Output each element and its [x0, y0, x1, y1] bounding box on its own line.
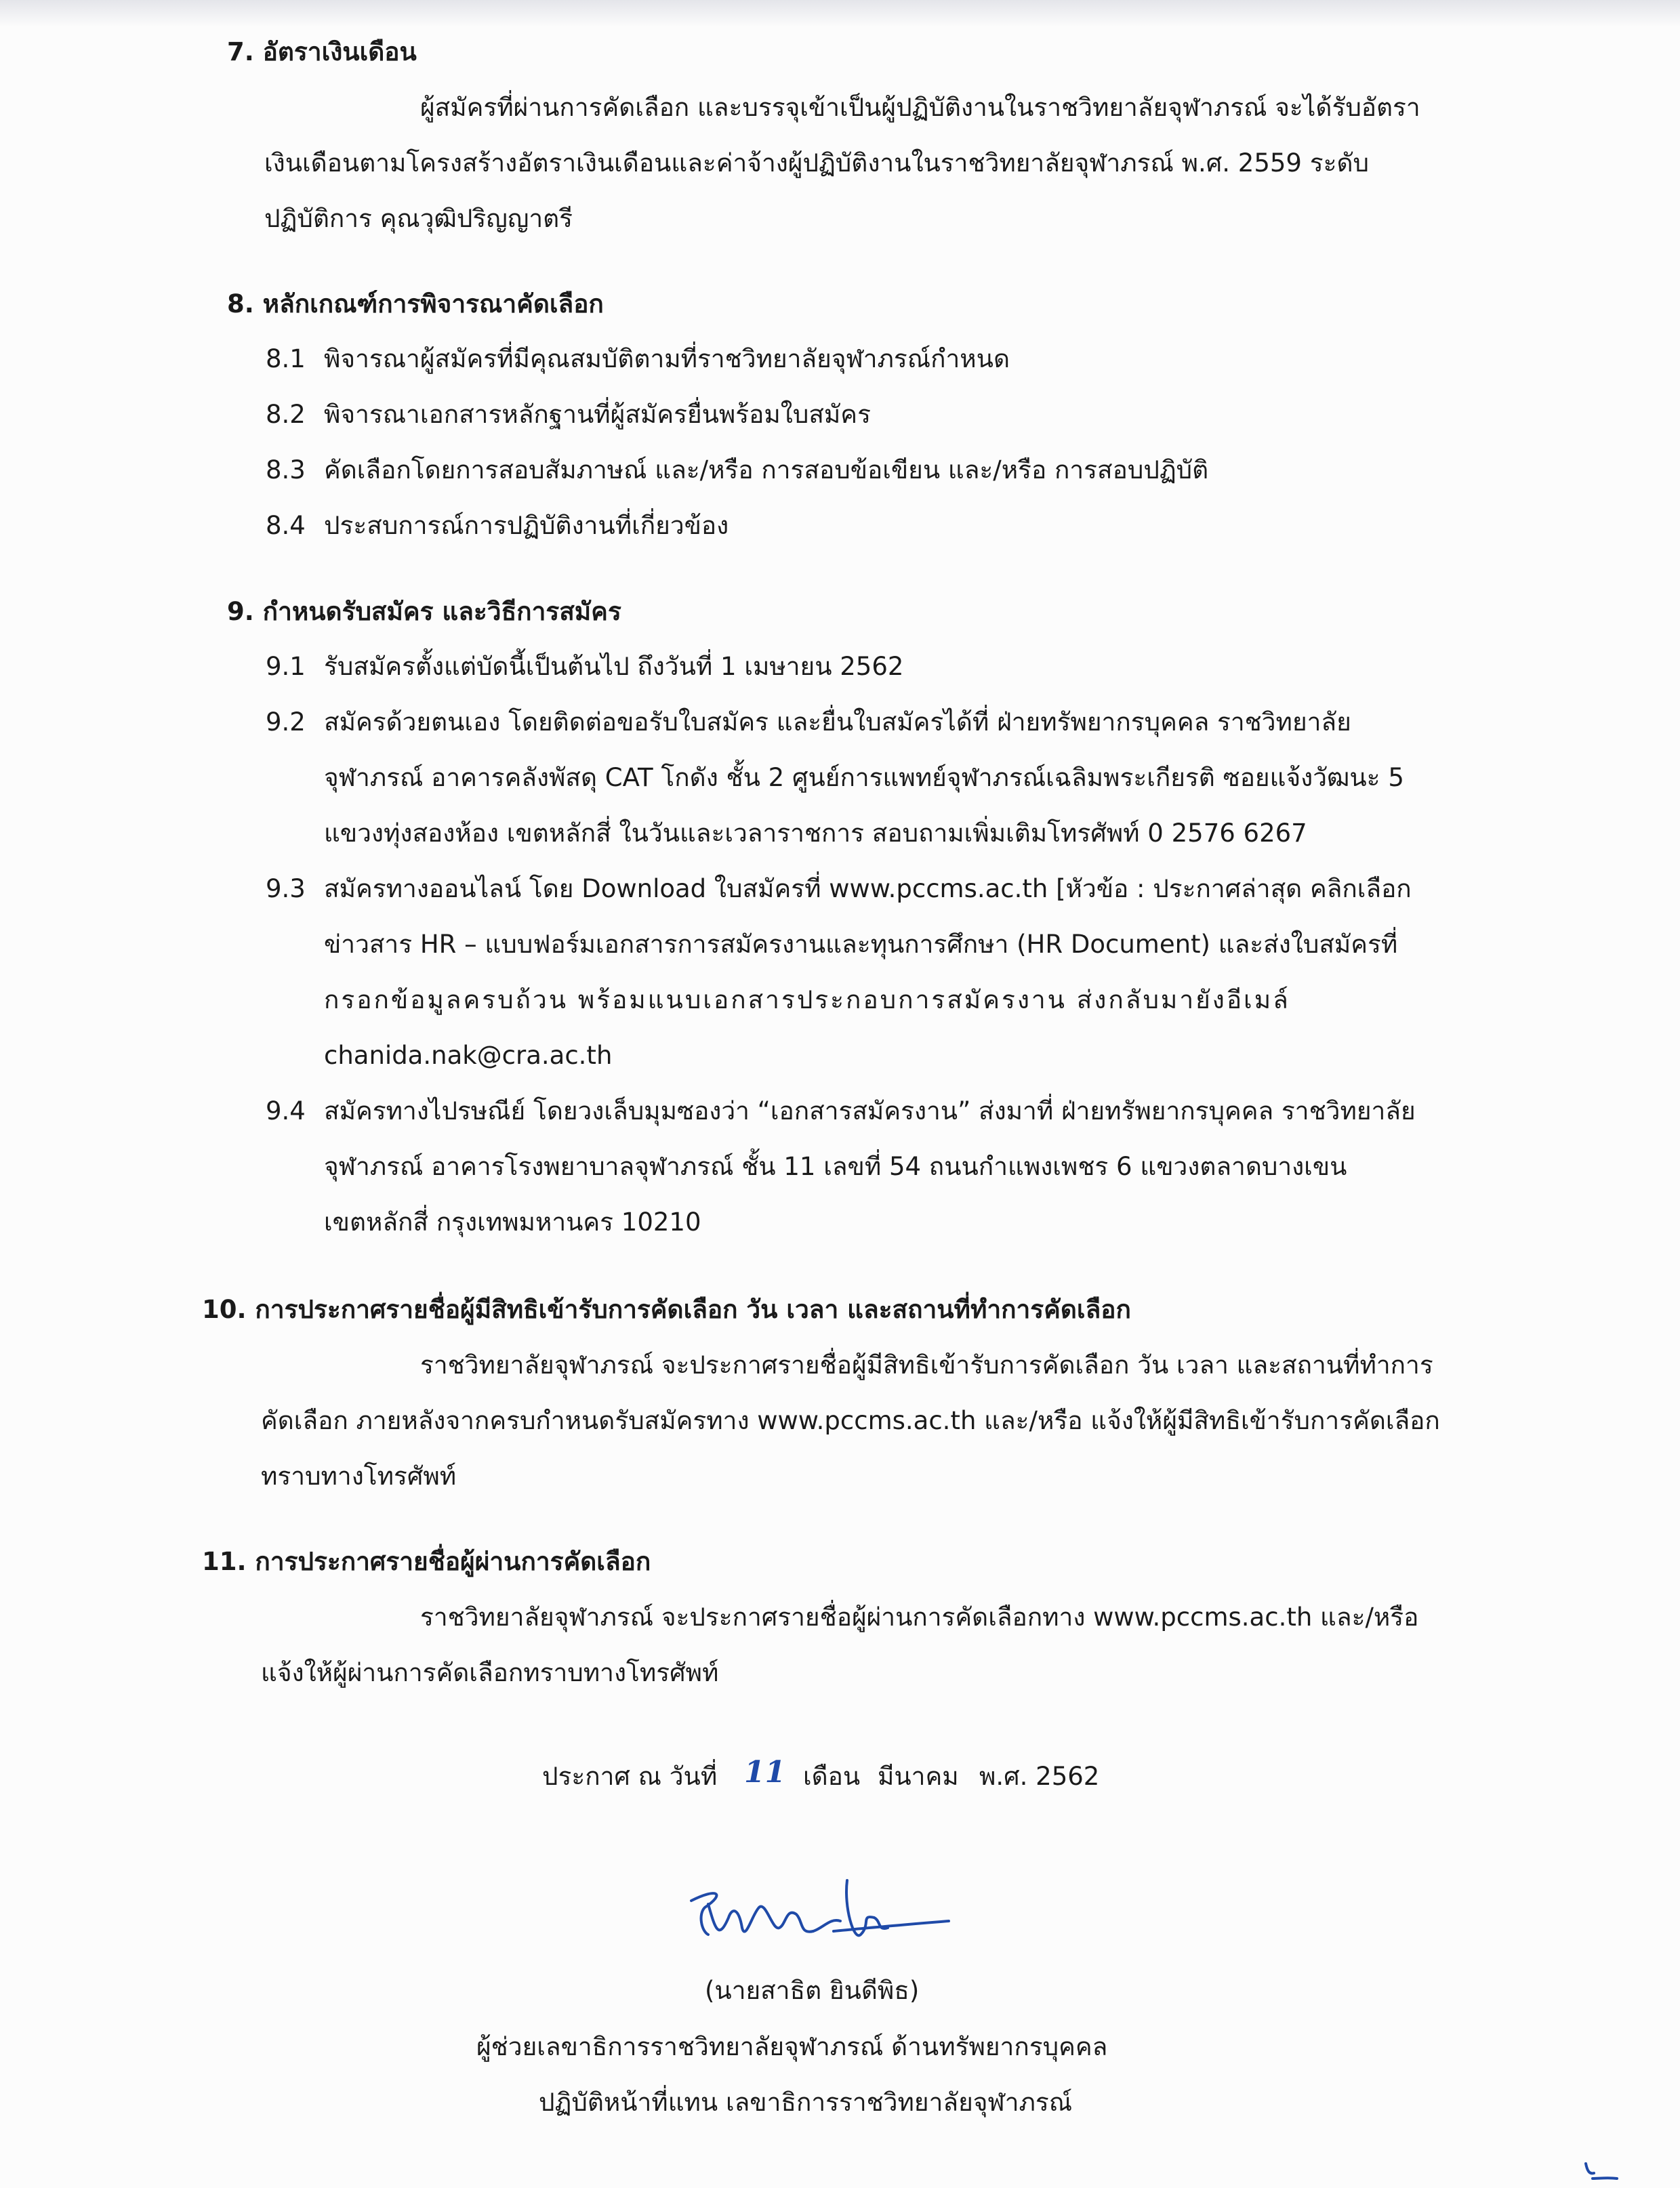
section-9-item-number: 9.4 [266, 1096, 306, 1126]
section-9-item-number: 9.2 [266, 707, 306, 737]
section-7-paragraph-line-2: เงินเดือนตามโครงสร้างอัตราเงินเดือนและค่าจ้างผู้ปฏิบัติงานในราชวิทยาลัยจุฬาภรณ์ พ.ศ. 2559 ระดับ [264, 148, 1369, 178]
section-10-paragraph-line-1: ราชวิทยาลัยจุฬาภรณ์ จะประกาศรายชื่อผู้มีสิทธิเข้ารับการคัดเลือก วัน เวลา และสถานที่ทำการ [420, 1350, 1433, 1380]
section-8-item-number: 8.2 [266, 400, 306, 429]
section-9-item-3-email: chanida.nak@cra.ac.th [324, 1041, 613, 1070]
section-10-paragraph-line-3: ทราบทางโทรศัพท์ [261, 1462, 457, 1491]
section-8-item-text: ประสบการณ์การปฏิบัติงานที่เกี่ยวข้อง [324, 511, 729, 540]
section-8-heading: 8. หลักเกณฑ์การพิจารณาคัดเลือก [227, 289, 604, 318]
section-9-item-4-line-1: สมัครทางไปรษณีย์ โดยวงเล็บมุมซองว่า “เอกสารสมัครงาน” ส่งมาที่ ฝ่ายทรัพยากรบุคคล ราชวิทยาลัย [324, 1096, 1416, 1126]
section-8-item-number: 8.3 [266, 455, 306, 484]
signer-title-line-2: ปฏิบัติหน้าที่แทน เลขาธิการราชวิทยาลัยจุฬาภรณ์ [539, 2088, 1073, 2117]
section-9-item-4-line-3: เขตหลักสี่ กรุงเทพมหานคร 10210 [324, 1207, 701, 1237]
section-10-paragraph-line-2: คัดเลือก ภายหลังจากครบกำหนดรับสมัครทาง www.pccms.ac.th และ/หรือ แจ้งให้ผู้มีสิทธิเข้ารับการคัดเลือก [261, 1406, 1440, 1435]
announcement-month-label: เดือน [803, 1762, 861, 1791]
signer-title-line-1: ผู้ช่วยเลขาธิการราชวิทยาลัยจุฬาภรณ์ ด้านทรัพยากรบุคคล [476, 2032, 1108, 2061]
section-8-item-number: 8.1 [266, 344, 306, 373]
section-9-item-3-line-1: สมัครทางออนไลน์ โดย Download ใบสมัครที่ www.pccms.ac.th [หัวข้อ : ประกาศล่าสุด คลิกเลือก [324, 874, 1412, 903]
section-9-item-2-line-2: จุฬาภรณ์ อาคารคลังพัสดุ CAT โกดัง ชั้น 2 ศูนย์การแพทย์จุฬาภรณ์เฉลิมพระเกียรติ ซอยแจ้งวัฒนะ 5 [324, 763, 1404, 792]
section-9-item-4-line-2: จุฬาภรณ์ อาคารโรงพยาบาลจุฬาภรณ์ ชั้น 11 เลขที่ 54 ถนนกำแพงเพชร 6 แขวงตลาดบางเขน [324, 1152, 1347, 1181]
section-9-item-1-line-1: รับสมัครตั้งแต่บัดนี้เป็นต้นไป ถึงวันที่ 1 เมษายน 2562 [324, 652, 904, 681]
section-9-item-3-line-2: ข่าวสาร HR – แบบฟอร์มเอกสารการสมัครงานและทุนการศึกษา (HR Document) และส่งใบสมัครที่ [324, 930, 1398, 959]
section-9-item-3-line-3: กรอกข้อมูลครบถ้วน พร้อมแนบเอกสารประกอบการสมัครงาน ส่งกลับมายังอีเมล์ [324, 985, 1290, 1014]
section-9-item-number: 9.3 [266, 874, 306, 903]
handwritten-signature [678, 1867, 962, 1962]
handwritten-page-mark [1579, 2158, 1620, 2185]
section-11-paragraph-line-2: แจ้งให้ผู้ผ่านการคัดเลือกทราบทางโทรศัพท์ [261, 1658, 719, 1687]
section-9-item-2-line-1: สมัครด้วยตนเอง โดยติดต่อขอรับใบสมัคร และยื่นใบสมัครได้ที่ ฝ่ายทรัพยากรบุคคล ราชวิทยาลัย [324, 707, 1351, 737]
scan-top-shadow [0, 0, 1680, 27]
section-11-paragraph-line-1: ราชวิทยาลัยจุฬาภรณ์ จะประกาศรายชื่อผู้ผ่านการคัดเลือกทาง www.pccms.ac.th และ/หรือ [420, 1603, 1419, 1632]
section-9-item-2-line-3: แขวงทุ่งสองห้อง เขตหลักสี่ ในวันและเวลาราชการ สอบถามเพิ่มเติมโทรศัพท์ 0 2576 6267 [324, 819, 1307, 848]
announcement-prefix: ประกาศ ณ วันที่ [542, 1762, 718, 1791]
section-8-item-text: พิจารณาเอกสารหลักฐานที่ผู้สมัครยื่นพร้อมใบสมัคร [324, 400, 871, 429]
section-9-heading: 9. กำหนดรับสมัคร และวิธีการสมัคร [227, 597, 621, 626]
section-11-heading: 11. การประกาศรายชื่อผู้ผ่านการคัดเลือก [202, 1547, 651, 1576]
section-7-paragraph-line-1: ผู้สมัครที่ผ่านการคัดเลือก และบรรจุเข้าเป็นผู้ปฏิบัติงานในราชวิทยาลัยจุฬาภรณ์ จะได้รับอัตรา [420, 93, 1420, 122]
section-8-item-number: 8.4 [266, 511, 306, 540]
announcement-day-handwritten: 11 [744, 1755, 786, 1790]
section-8-item-text: พิจารณาผู้สมัครที่มีคุณสมบัติตามที่ราชวิทยาลัยจุฬาภรณ์กำหนด [324, 344, 1010, 373]
announcement-year: พ.ศ. 2562 [979, 1762, 1100, 1791]
section-8-item-text: คัดเลือกโดยการสอบสัมภาษณ์ และ/หรือ การสอบข้อเขียน และ/หรือ การสอบปฏิบัติ [324, 455, 1209, 484]
announcement-month: มีนาคม [878, 1762, 959, 1791]
section-9-item-number: 9.1 [266, 652, 306, 681]
section-7-heading: 7. อัตราเงินเดือน [227, 37, 417, 66]
signer-name: (นายสาธิต ยินดีพิธ) [705, 1976, 920, 2005]
section-10-heading: 10. การประกาศรายชื่อผู้มีสิทธิเข้ารับการคัดเลือก วัน เวลา และสถานที่ทำการคัดเลือก [202, 1295, 1131, 1324]
section-7-paragraph-line-3: ปฏิบัติการ คุณวุฒิปริญญาตรี [264, 204, 573, 233]
